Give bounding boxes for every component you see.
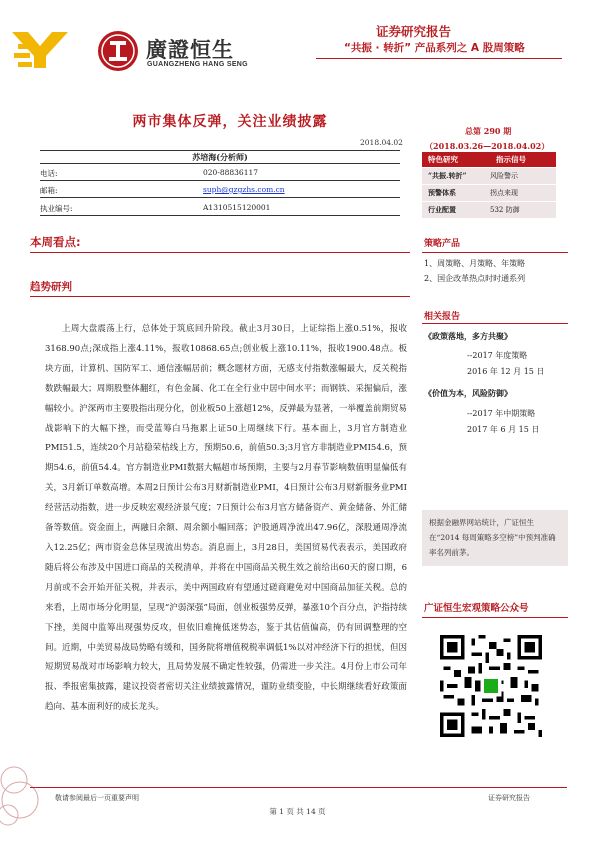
section-divider [30,296,410,297]
table-cell: 行业配置 [428,205,456,214]
related-report-date: 2017 年 6 月 15 日 [467,425,540,434]
related-report-date: 2016 年 12 月 15 日 [467,367,545,376]
table-cell: 预警体系 [428,188,456,197]
license-value: A1310515120001 [203,203,271,212]
brand-name-en: GUANGZHENG HANG SENG [147,61,248,68]
section-strategy-products: 策略产品 [424,239,461,249]
table-row [422,202,556,218]
header-divider [316,58,562,59]
report-series: “共振 · 转折” 产品系列之 A 股周策略 [344,42,525,54]
email-label: 邮箱: [40,186,58,195]
info-divider-bottom [40,215,400,216]
page-number: 第 1 页 共 14 页 [269,807,326,816]
report-title: 两市集体反弹，关注业绩披露 [132,114,328,130]
phone-value: 020-88836117 [203,168,259,177]
hangseng-seal-logo [97,30,139,72]
wechat-qr-code[interactable] [440,635,542,737]
table-cell: 532 防御 [490,206,520,214]
info-divider [40,163,400,164]
signal-table-header [422,152,556,167]
analyst-name: 苏培海(分析师) [192,152,248,162]
issue-number: 总第 290 期 [465,126,512,136]
brand-name-cn: 廣證恒生 [146,38,234,62]
footer-report-label: 证券研究报告 [488,794,530,802]
strategy-item: 2、国企改革热点时时通系列 [424,274,526,283]
table-row [422,185,556,201]
issue-period: （2018.03.26—2018.04.02） [425,141,550,151]
related-report-sub: --2017 年度策略 [467,351,528,360]
section-weekly-focus: 本周看点: [30,235,81,249]
ranking-note-text: 根据金融界网站统计，广证恒生在“2014 每周策略多空榜”中预判准确率名列前茅。 [429,518,556,557]
section-trend-research: 趋势研判 [30,281,72,293]
section-divider [30,252,410,253]
table-row [422,168,556,184]
decorative-circles [0,760,40,842]
footer-divider [30,787,567,788]
ranking-note-box [422,510,568,566]
section-wechat: 广证恒生宏观策略公众号 [424,603,529,614]
section-divider [422,323,568,324]
table-cell: 拐点来现 [490,189,518,197]
strategy-item: 1、周策略、月策略、年策略 [424,259,526,268]
info-divider [40,180,400,181]
section-divider [422,617,568,618]
trend-analysis-text: 上周大盘震荡上行，总体处于筑底回升阶段。截止3月30日，上证综指上涨0.51%，报收3168.90点;深成指上涨4.11%，报收10868.65点;创业板上涨10.11%，报收1900.48点。板块方面，计算机、国防军工、通信涨幅居前；概念题材方面，无感支付指数涨幅最大，反关税指数跌幅最大；周期股整体翻红，有色金属、化工在全行业中居中间水平；而钢铁、采掘偏后，涨幅较小。沪深两市主要股指出现分化，创业板50上涨超12%，反弹最为显著，一举覆盖前期贸易战影响下的大幅下挫，而受蓝筹白马拖累上证50上周继续下行。基本面上，3月官方制造业PMI51.5，连续20个月站稳荣枯线上方，预期50.6，前值50.3;3月官方非制造业PMI54.6，预期54.6，前值54.4。官方制造业PMI数据大幅超市场预期，主要与2月春节影响数值明显偏低有关，3月新订单数高增。本周2日预计公布3月财新制造业PMI，4日预计公布3月财新服务业PMI经营活动指数，进一步反映宏观经济景气度；7日预计公布3月官方储备资产、黄金储备、外汇储备等数值。资金面上，两融日余额、周余额小幅回落；沪股通周净流出47.96亿，深股通周净流入12.25亿；两市资金总体呈现流出势态。消息面上，3月28日，美国贸易代表表示，美国政府随后将公布涉及中国进口商品的关税清单，并将在中国商品关税生效之前给出60天的窗口期，6月前或不会开始开征关税，并表示，美中两国政府有望通过磋商避免对中国商品加征关税。总的来看，上周市场分化明显，呈现“沪弱深强”局面，创业板强势反弹，暴涨10个百分点，沪指持续下挫，美阅中监筹出现强势反攻，但依旧难掩低迷势态，鉴于其估值偏高，仍有回调整理的空间。近期，中美贸易战局势略有缓和，国务院将增值税税率调低1%以对冲经济下行的担忧，但因短期贸易战对市场影响力较大，且局势发展不确定性较强，仍需进一步关注。4月份上市公司年报、季报密集披露，建议投资者密切关注业绩披露情况，谨防业绩变脸，中长期继续看好政策面趋向、基本面利好的成长龙头。 [45,324,407,713]
guangzheng-ye-logo [10,28,72,72]
table-header-cell: 指示信号 [496,155,526,164]
section-related-reports: 相关报告 [424,312,461,322]
section-divider [422,252,568,253]
table-cell: 风险警示 [490,172,518,180]
related-report-title[interactable]: 《政策落地，多方共聚》 [424,331,512,341]
license-label: 执业编号: [40,204,73,213]
footer-disclaimer-link[interactable]: 敬请参阅最后一页重要声明 [55,794,139,802]
email-link[interactable]: suph@gzgzhs.com.cn [203,185,285,194]
related-report-sub: --2017 年中期策略 [467,409,536,418]
related-report-title[interactable]: 《价值为本，风险防御》 [424,388,512,398]
info-divider-top [40,150,400,151]
report-type: 证券研究报告 [376,24,452,39]
table-header-cell: 特色研究 [428,155,458,164]
phone-label: 电话: [40,169,58,178]
report-date: 2018.04.02 [360,138,403,147]
info-divider [40,197,400,198]
table-cell: “共振.转折” [428,171,467,180]
